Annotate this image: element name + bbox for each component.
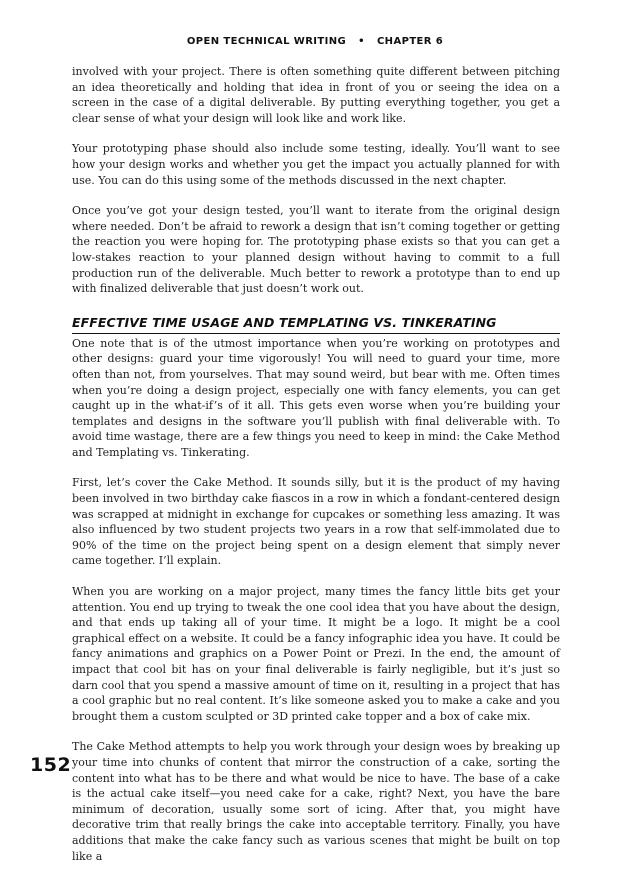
paragraph: First, let’s cover the Cake Method. It sounds silly, but it is the product of my having been involved in two birthday cake fiascos in a row in which a fondant-centered design was scrapped at midnight in exchange for cupcakes or something less amazing. It was also influenced by two student projects two years in a row that self-immolated due to 90% of the time on the project being spent on a design element that simply never came together. I’ll explain. [72, 476, 560, 568]
paragraph: Your prototyping phase should also include some testing, ideally. You’ll want to see how your design works and whether you get the impact you actually planned for with use. You can do this using some of the methods discussed in the next chapter. [72, 142, 560, 187]
section-heading: EFFECTIVE TIME USAGE AND TEMPLATING VS. TINKERATING [72, 315, 560, 334]
paragraph: involved with your project. There is often something quite different between pitching an idea theoretically and holding that idea in front of you or seeing the idea on a screen in the case of a digital deliverable. By putting everything together, you get a clear sense of what your design will look like and work like. [72, 65, 560, 125]
paragraph: The Cake Method attempts to help you work through your design woes by breaking up your time into chunks of content that mirror the construction of a cake, sorting the content into what has to be there and what would be nice to have. The base of a cake is the actual cake itself—you need cake for a cake, right? Next, you have the bare minimum of decoration, usually some sort of icing. After that, you might have decorative trim that really brings the cake into acceptable territory. Finally, you have additions that make the cake fancy such as various scenes that might be built on top like a [72, 740, 560, 863]
paragraph: Once you’ve got your design tested, you’ll want to iterate from the original design where needed. Don’t be afraid to rework a design that isn’t coming together or getting the reaction you were hoping for. The prototyping phase exists so that you can get a low-stakes reaction to your planned design without having to commit to a full production run of the deliverable. Much better to rework a prototype than to end up with finalized deliverable that just doesn’t work out. [72, 204, 560, 296]
paragraph: When you are working on a major project, many times the fancy little bits get your attention. You end up trying to tweak the one cool idea that you have about the design, and that ends up taking all of your time. It might be a logo. It might be a cool graphical effect on a website. It could be a fancy infographic idea you have. It could be fancy animations and graphics on a Power Point or Prezi. In the end, the amount of impact that cool bit has on your final deliverable is fairly negligible, but it’s just so darn cool that you spend a massive amount of time on it, resulting in a project that has a cool graphic but no real content. It’s like someone asked you to make a cake and you brought them a custom sculpted or 3D printed cake topper and a box of cake mix. [72, 585, 560, 723]
running-header [0, 36, 630, 47]
paragraph: One note that is of the utmost importance when you’re working on prototypes and other designs: guard your time vigorously! You will need to guard your time, more often than not, from yourselves. That may sound weird, but bear with me. Often times when you’re doing a design project, especially one with fancy elements, you can get caught up in the what-if’s of it all. This gets even worse when you’re building your templates and designs in the software you’ll publish with final deliverable with. To avoid time wastage, there are a few things you need to keep in mind: the Cake Method and Templating vs. Tinkerating. [72, 336, 560, 459]
header-separator: • [358, 36, 365, 47]
book-title: OPEN TECHNICAL WRITING [186, 36, 347, 47]
page-number: 152 [30, 754, 72, 776]
body-text [72, 64, 560, 879]
chapter-label: CHAPTER 6 [376, 36, 444, 47]
